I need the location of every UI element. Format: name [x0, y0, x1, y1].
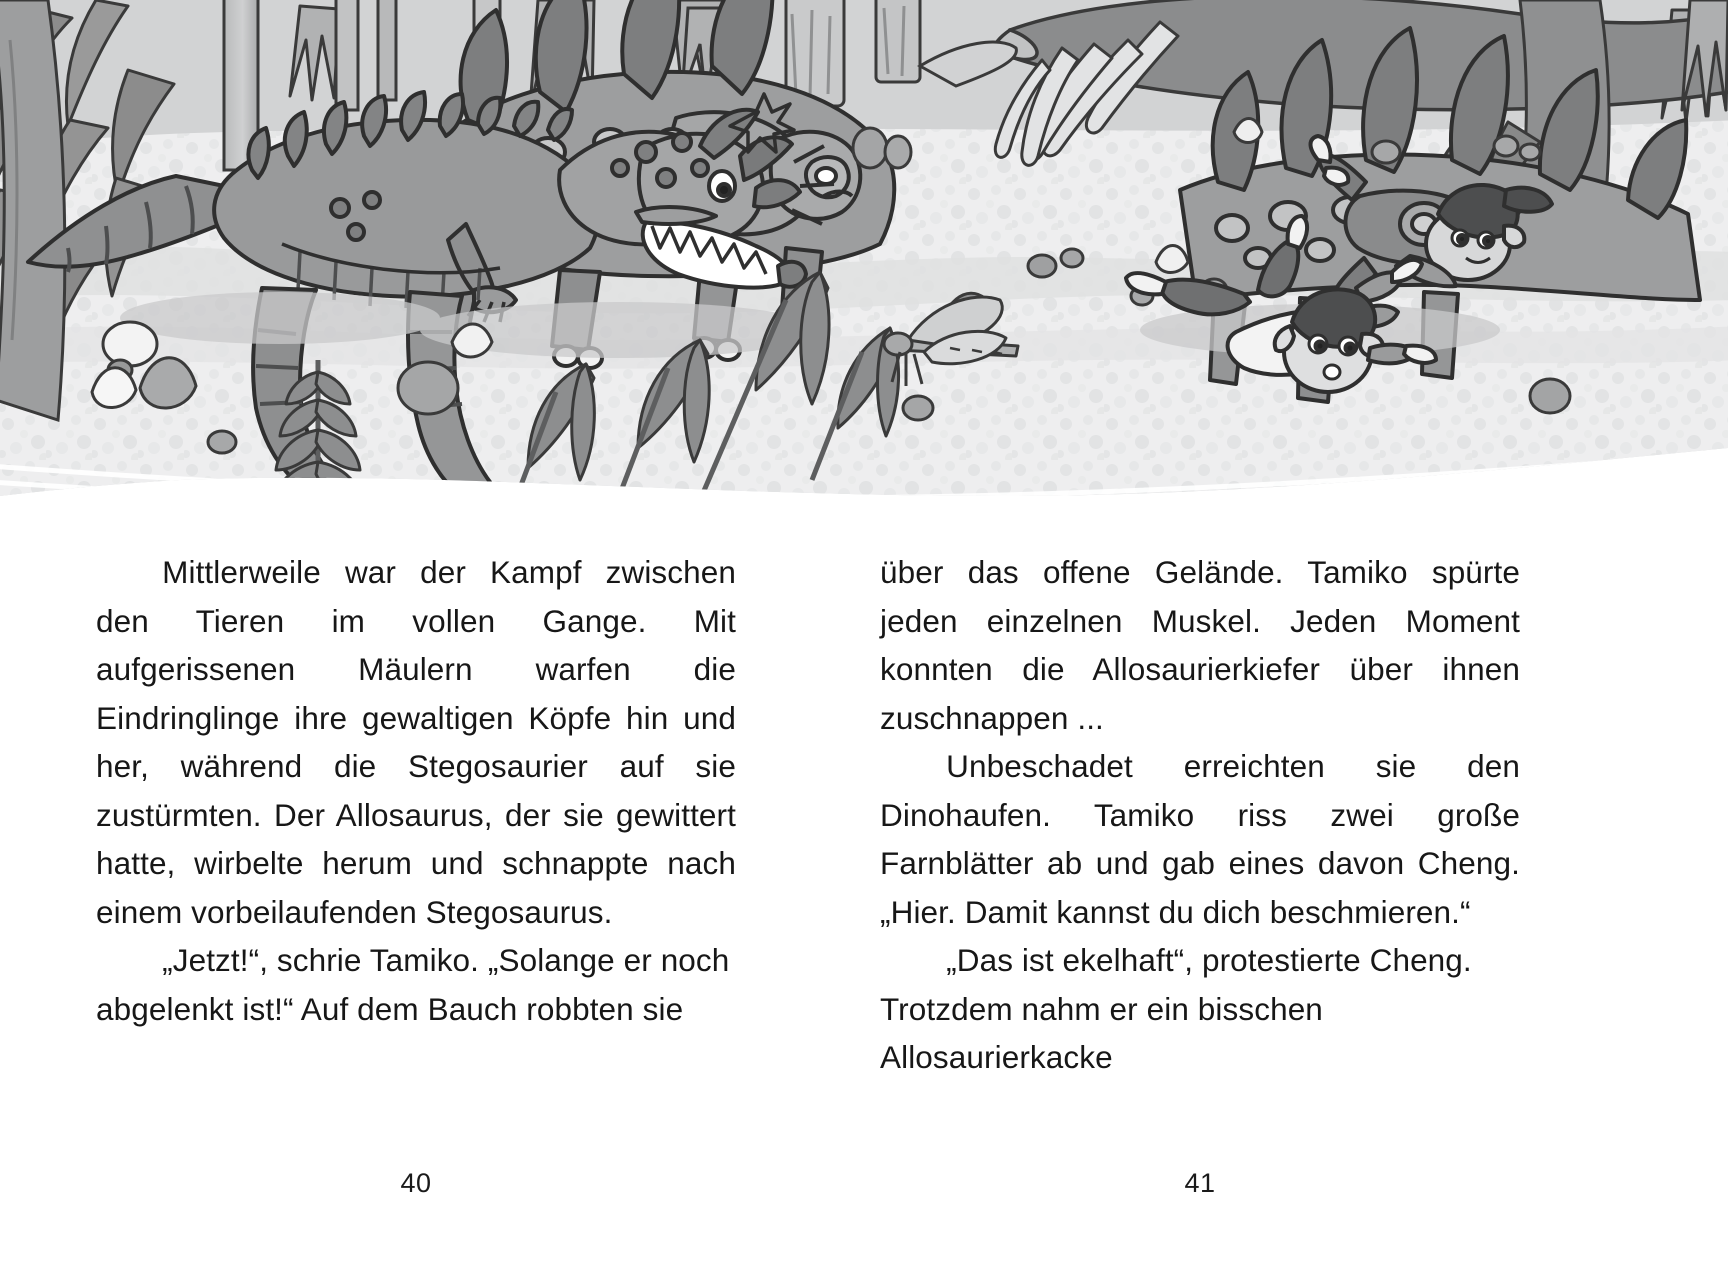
paragraph: Mittlerweile war der Kampf zwischen den Tieren im vollen Gange. Mit aufgerissenen Mäulern warfen die Eindringlinge ihre gewaltigen Köpfe hin und her, während die Stegosaurier auf sie zustürmten. Der Allosaurus, der sie gewittert hatte, wirbelte herum und schnappte nach einem vorbeilaufenden Stegosaurus. — [96, 554, 736, 930]
page-left-text — [96, 548, 736, 1033]
book-spread — [0, 520, 1728, 1280]
paragraph: „Jetzt!“, schrie Tamiko. „Solange er noch abgelenkt ist!“ Auf dem Bauch robbten sie — [96, 942, 730, 1027]
page-right-text — [880, 548, 1520, 1082]
page-right — [880, 520, 1520, 1280]
paragraph: über das offene Gelände. Tamiko spürte jeden einzelnen Muskel. Jeden Moment konnten die Allosaurierkiefer über ihnen zuschnappen ... — [880, 554, 1520, 736]
paragraph: „Das ist ekelhaft“, protestierte Cheng. Trotzdem nahm er ein bisschen Allosaurierkacke — [880, 942, 1472, 1075]
page-number-right: 41 — [1184, 1168, 1216, 1198]
tree-trunk-far-left — [0, 0, 65, 420]
page-number-left: 40 — [400, 1168, 432, 1198]
allosaurus-foot-left — [250, 500, 314, 520]
illustration-svg — [0, 0, 1728, 520]
chapter-illustration — [0, 0, 1728, 520]
paragraph: Unbeschadet erreichten sie den Dinohaufen. Tamiko riss zwei große Farnblätter ab und gab eines davon Cheng. „Hier. Damit kannst du dich beschmieren.“ — [880, 748, 1520, 930]
page-left — [96, 520, 736, 1280]
allosaurus-foot-right — [418, 500, 482, 520]
illustration-scene — [0, 0, 1728, 520]
